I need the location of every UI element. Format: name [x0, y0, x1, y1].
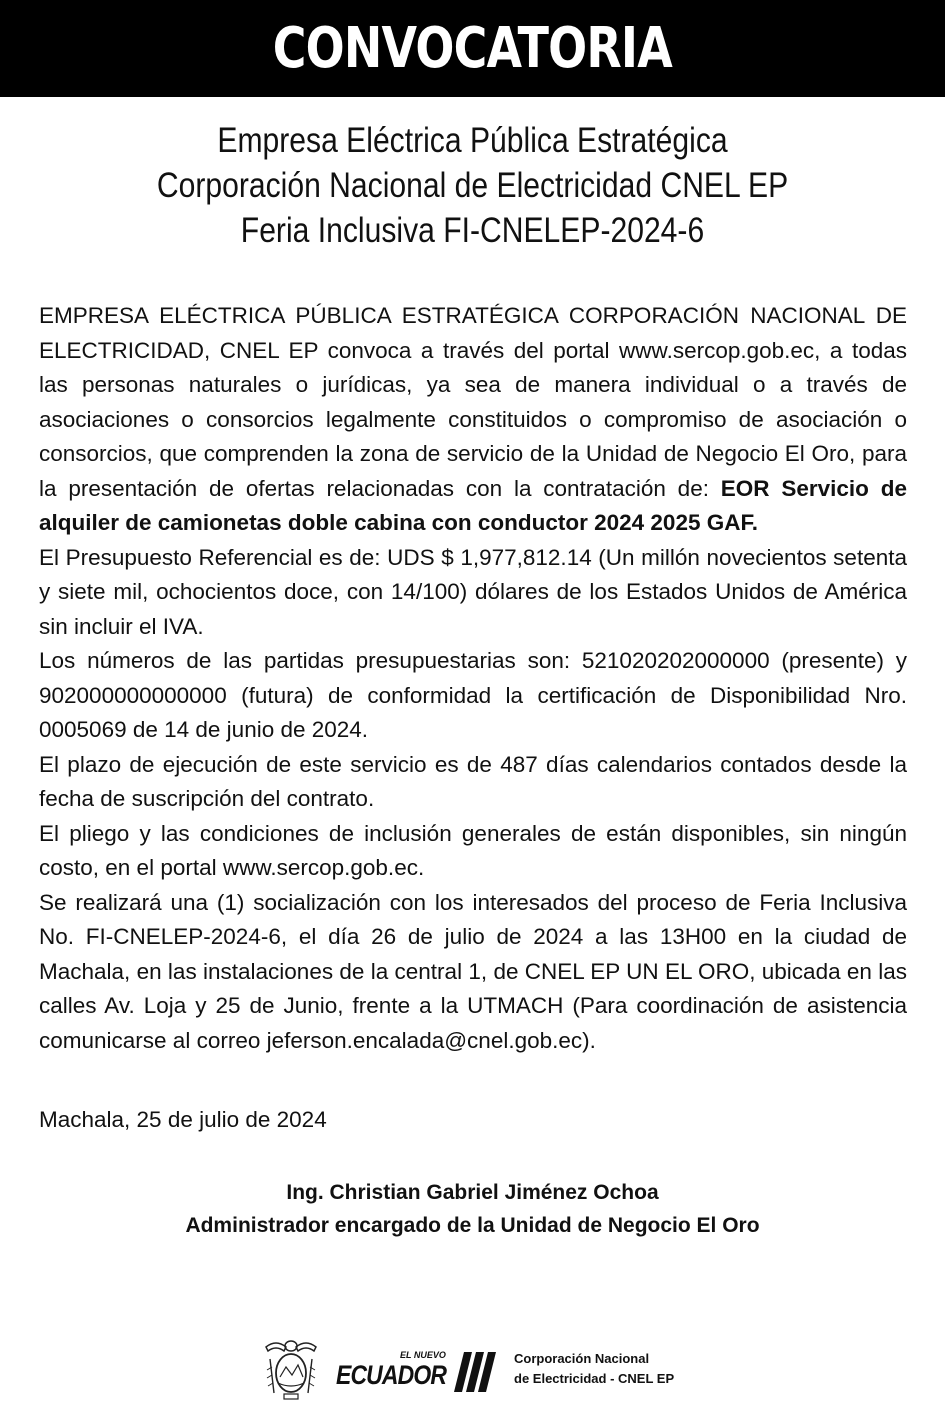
- intro-text: EMPRESA ELÉCTRICA PÚBLICA ESTRATÉGICA CORPORACIÓN NACIONAL DE ELECTRICIDAD, CNEL EP convoca a través del portal www.sercop.gob.ec, a todas las personas naturales o jurídicas, ya sea de manera individual o a través de asociaciones o consorcios legalmente constituidos o compromiso de asociación o consorcios, que comprenden la zona de servicio de la Unidad de Negocio El Oro, para la presentación de ofertas relacionadas con la contratación de:: [39, 303, 907, 501]
- stripes-icon: [454, 1352, 496, 1392]
- header-banner: [0, 0, 945, 97]
- el-nuevo-ecuador-logo: [334, 1340, 496, 1398]
- heading-line-1: Empresa Eléctrica Pública Estratégica: [217, 121, 728, 160]
- place-and-date: Machala, 25 de julio de 2024: [39, 1107, 327, 1132]
- signer-role: Administrador encargado de la Unidad de Negocio El Oro: [185, 1214, 760, 1237]
- signer-name: Ing. Christian Gabriel Jiménez Ochoa: [286, 1181, 659, 1204]
- el-nuevo-label: EL NUEVO: [400, 1350, 446, 1360]
- signature-block: [0, 1176, 945, 1242]
- ecuador-label: ECUADOR: [336, 1360, 447, 1390]
- cnel-line-1: Corporación Nacional: [514, 1351, 650, 1366]
- heading-line-2: Corporación Nacional de Electricidad CNEL EP: [156, 166, 789, 205]
- contract-object: EOR Servicio de alquiler de camionetas doble cabina con conductor 2024 2025 GAF.: [39, 475, 907, 535]
- paragraph-budget: El Presupuesto Referencial es de: UDS $ 1,977,812.14 (Un millón novecientos setenta y siete mil, ochocientos doce, con 14/100) dólares de los Estados Unidos de América sin incluir el IVA.: [39, 544, 907, 639]
- paragraph-socialization: Se realizará una (1) socialización con los interesados del proceso de Feria Inclusiva No. FI-CNELEP-2024-6, el día 26 de julio de 2024 a las 13H00 en la ciudad de Machala, en las instalaciones de la central 1, de CNEL EP UN EL ORO, ubicada en las calles Av. Loja y 25 de Junio, frente a la UTMACH (Para coordinación de asistencia comunicarse al correo jeferson.encalada@cnel.gob.ec).: [39, 889, 907, 1053]
- cnel-line-2: de Electricidad - CNEL EP: [514, 1371, 675, 1386]
- banner-title: CONVOCATORIA: [272, 16, 673, 81]
- paragraph-term: El plazo de ejecución de este servicio es de 487 días calendarios contados desde la fecha de suscripción del contrato.: [39, 751, 907, 811]
- footer-logos: [262, 1334, 674, 1404]
- document-heading: [0, 118, 945, 253]
- cnel-logo-text: [514, 1349, 674, 1389]
- document-body: [39, 299, 907, 1058]
- paragraph-terms-conditions: El pliego y las condiciones de inclusión generales de están disponibles, sin ningún costo, en el portal www.sercop.gob.ec.: [39, 820, 907, 880]
- paragraph-budget-items: Los números de las partidas presupuestarias son: 521020202000000 (presente) y 902000000000000 (futura) de conformidad la certificación de Disponibilidad Nro. 0005069 de 14 de junio de 2024.: [39, 648, 907, 742]
- heading-line-3: Feria Inclusiva FI-CNELEP-2024-6: [240, 211, 705, 250]
- coat-of-arms-icon: [262, 1337, 320, 1401]
- paragraph-intro: [39, 299, 907, 541]
